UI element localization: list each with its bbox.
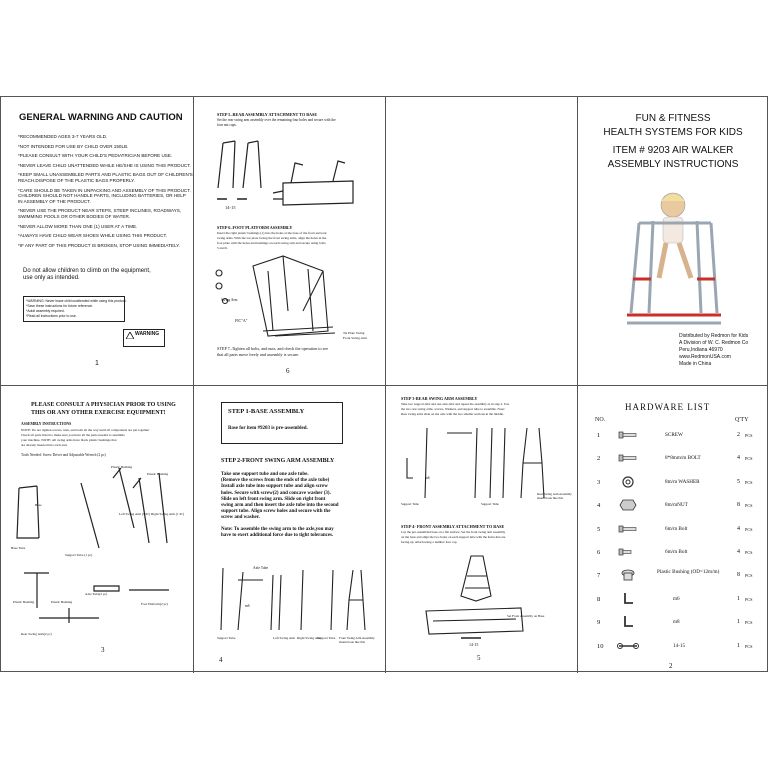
step2-text (221, 472, 339, 539)
note-line-1: Note: To assemble the swing arm to the axle,you may (221, 526, 334, 532)
page-number-2: 2 (669, 662, 673, 670)
warning-list (18, 134, 193, 248)
warning-line: IN ASSEMBLY OF THE PRODUCT. (18, 198, 91, 204)
warning-triangle-icon (126, 332, 134, 339)
hex-key-icon (617, 615, 639, 629)
step2-line-1: Take one support tube and one axle tube. (221, 472, 309, 477)
pcs-unit: PCS (745, 620, 753, 626)
hardware-row (577, 592, 768, 618)
small-warning-1: *WARNING: Never leave child unattended while using this product. (26, 299, 127, 303)
warning-line: *PLEASE CONSULT WITH YOUR CHILD'S PEDIATRICIAN BEFORE USE. (18, 153, 173, 159)
tools-needed: Tools Needed: Screw Driver and Adjustable Wrench (2 pc) (21, 453, 106, 457)
screw-icon (617, 428, 639, 442)
foot-plate-label: Tat Plate Swing (343, 331, 365, 335)
step2-line-6: swing arm and then insert the axle tube into the second (221, 503, 339, 509)
support-tube-label-1: Support Tube (217, 636, 236, 640)
page-5-steps (385, 386, 577, 673)
hardware-name: 8m/m WASHER (665, 478, 700, 485)
step6-text-1: Insert the right plastic bushings (1) into the holes at the base of the front and rear (217, 231, 327, 235)
hardware-name: 6m/m Bolt (665, 549, 688, 555)
step2-line-8: screw and washer. (221, 515, 260, 521)
child-on-air-walker-photo (621, 183, 721, 333)
plastic-bushing-label-2: Plastic Bushing (147, 472, 169, 476)
hardware-no: 2 (597, 455, 601, 463)
rear-swing-arm-label: Rear Swing Arm(2 pc) (21, 632, 52, 636)
step2-line-4: holes. Secure with screw(2) and concave washer (3). (221, 490, 331, 496)
base-note: Base for item #9203 is pre-assembled. (228, 426, 308, 431)
column-no: NO. (595, 417, 606, 423)
pcs-unit: PCS (745, 643, 753, 649)
note-line-2: have to exert additional force due to tight tolerances. (221, 532, 334, 538)
step6-text-3: foot plate with the holes and bushings on each swing arm and secure using bolts (217, 241, 326, 245)
step6-text-4: 5 and 6. (217, 246, 228, 250)
made-in-label: Made in China (679, 361, 712, 367)
page-1-warnings (1, 97, 193, 385)
blank-page (385, 97, 577, 385)
hardware-qty: 1 (737, 595, 740, 602)
rear-assembly-look-label: Rear Swing Arm Assembly should look like this (537, 492, 572, 500)
support-tube-label: Support Tube (1 pc) (65, 553, 93, 557)
hardware-qty: 8 (737, 502, 740, 509)
support-tube-label-2: Support Tube (481, 502, 499, 506)
hardware-row (577, 451, 768, 477)
step2-line-3: Install axle tube into support tube and align screw (221, 484, 328, 490)
step3-line-1: Take two support tube and one axle tube and repeat the assembly as in step 2. Use (401, 402, 510, 406)
hardware-row (577, 475, 768, 501)
pcs-unit: PCS (745, 479, 753, 485)
hardware-no: 4 (597, 502, 601, 510)
assembly-look-label: Front Swing Arm Assembly should look like this (339, 636, 375, 644)
warning-line: CHILDREN SHOULD NOT HANDLE PARTS, INCLUDING BATTERIES, OR HELP (18, 193, 186, 199)
column-qty: Q'TY (735, 417, 749, 423)
front-swing-arm-label: Front Swing Arm (343, 336, 367, 340)
hardware-no: 10 (597, 642, 604, 650)
warning-line: *KEEP SMALL UNASSEMBLED PARTS AND PLASTIC BAGS OUT OF CHILDREN'S (18, 172, 193, 178)
warning-line: *NEVER LEAVE CHILD UNATTENDED WHILE HE/SHE IS USING THIS PRODUCT. (18, 162, 191, 168)
step2-line-2: (Remove the screws from the ends of the axle tube) (221, 478, 330, 484)
climb-warning-1: Do not allow children to climb on the equipment, (23, 268, 151, 274)
small-warning-4: *Read all instructions prior to use. (26, 314, 77, 318)
physician-warning-2: THIS OR ANY OTHER EXERCISE EQUIPMENT! (31, 410, 166, 416)
page-2-hardware-list (577, 386, 768, 673)
warning-title: GENERAL WARNING AND CAUTION (19, 112, 183, 123)
step3-line-2: the two rear swing arms, screws, Washers, and support tube to assemble. Note: (401, 407, 505, 411)
hardware-qty: 4 (737, 455, 740, 462)
step7-text-2: that all parts move freely and assembly is secure. (217, 352, 300, 357)
pcs-unit: PCS (745, 550, 753, 555)
small-warning-box (23, 296, 125, 322)
warning-label: WARNING (135, 331, 160, 337)
m6-label: m6 (245, 604, 250, 608)
hardware-name: m8 (673, 619, 680, 626)
page-6-steps (193, 97, 385, 385)
small-warning-2: *Save these instructions for future reference. (26, 304, 94, 308)
hardware-no: 1 (597, 432, 601, 439)
hardware-name: 8m/mNUT (665, 502, 688, 509)
swing-arm-label: Swing Arm (221, 298, 238, 302)
step4-line-1: Lay the pre-assembled base on a flat surface. Set the front swing arm assembly (401, 530, 506, 534)
m6-label: m6 (425, 476, 430, 480)
warning-line: *ALWAYS HAVE CHILD WEAR SHOES WHILE USING THIS PRODUCT. (18, 233, 168, 239)
cover-title-3: ITEM # 9203 AIR WALKER (612, 145, 734, 156)
instruction-2: Check all parts listed to make sure you have all the parts needed to assemble (21, 433, 125, 437)
step6-text-2: swing arms. With the toe plate facing the front swing arms, align the holes in the (217, 236, 327, 240)
hardware-row (577, 639, 768, 665)
hardware-row (577, 522, 768, 548)
pcs-unit: PCS (745, 526, 753, 532)
warning-label-box (123, 329, 165, 347)
pcs-unit: PCS (745, 503, 753, 509)
instruction-4: are already inserted into each end. (21, 443, 68, 447)
distributor-line-3: Peru,Indiana 46970 (679, 347, 723, 353)
instruction-1: NOTE: Do not tighten screws, nuts, and bolts all the way until all components are put together (21, 428, 150, 432)
page-number-6: 6 (286, 367, 290, 375)
climb-warning-2: use only as intended. (23, 275, 80, 281)
step2-line-7: support tube. Align screw holes and secure with the (221, 509, 331, 515)
foot-platform-illustration (213, 251, 353, 341)
right-swing-arm-label: Right Swing Arm (297, 636, 321, 640)
hardware-name: 14-15 (673, 642, 686, 649)
hardware-no: 8 (597, 595, 601, 603)
distributor-line-2: A Division of W. C. Redmon Co (679, 340, 749, 346)
hardware-no: 7 (597, 572, 601, 580)
left-swing-arm-label: Left Swing Arm (1 Pc) (119, 512, 151, 516)
distributor-line-1: Distributed by Redmon for Kids (679, 333, 749, 339)
hardware-row (577, 545, 768, 571)
page-number-4: 4 (219, 656, 223, 664)
hardware-qty: 2 (737, 432, 740, 438)
support-tube-label-2: Support Tube (317, 636, 336, 640)
small-warning-3: *Adult assembly required. (26, 309, 65, 313)
instruction-3: your machine. NOTE: All swing arms have black plastic bushings that (21, 438, 117, 442)
distributor-website: www.RedmonUSA.com (679, 354, 731, 360)
warning-line: *CARE SHOULD BE TAKEN IN UNPACKING AND ASSEMBLY OF THIS PRODUCT. (18, 187, 191, 193)
right-swing-arm-label: Right Swing Arm (1 Pc) (151, 512, 184, 516)
pcs-unit: PCS (745, 573, 753, 579)
hardware-no: 5 (597, 525, 601, 533)
hardware-name: Plastic Bushing (OD=12m/m) (657, 569, 720, 576)
plastic-bushing-label-1: Plastic Bushing (111, 465, 133, 469)
cover-title-1: FUN & FITNESS (635, 113, 711, 124)
page-4-steps (193, 386, 385, 673)
cover-page (577, 97, 768, 385)
hardware-row (577, 498, 768, 524)
hardware-name: SCREW (665, 432, 683, 438)
cover-title-4: ASSEMBLY INSTRUCTIONS (607, 159, 739, 170)
hardware-list-title: HARDWARE LIST (625, 402, 711, 412)
page-number-3: 3 (101, 646, 105, 654)
physician-warning-1: PLEASE CONSULT A PHYSICIAN PRIOR TO USING (31, 402, 176, 408)
step1-box (221, 402, 343, 444)
step6-title: STEP 6–FOOT PLATFORM ASSEMBLY (217, 225, 293, 230)
plastic-bushing-label-3: Plastic Bushing (13, 600, 35, 604)
step5-text-2: four nut caps. (217, 123, 237, 127)
washer-icon (617, 475, 639, 489)
step1-title: STEP 1-BASE ASSEMBLY (228, 408, 305, 415)
foot-platform-label: Foot Platform(2 pc) (141, 602, 168, 606)
base-label: Base (35, 503, 42, 507)
parts-illustration (9, 458, 184, 638)
step2-title: STEP 2-FRONT SWING ARM ASSEMBLY (221, 458, 335, 464)
step4-line-3: facing up. Attach using a number four cap. (401, 540, 458, 544)
step4-title: STEP 4- FRONT ASSEMBLY ATTACHMENT TO BASE (401, 524, 505, 529)
step5-text-1: Set the rear swing arm assembly over the remaining four holes and secure with the (217, 118, 336, 122)
hardware-name: 6m/m Bolt (665, 525, 688, 532)
figure-label: FIC"A" (235, 318, 248, 323)
hardware-qty: 4 (737, 549, 740, 555)
bolt-icon (617, 451, 639, 465)
bolt-long-icon (617, 522, 639, 536)
assembly-instructions-title: ASSEMBLY INSTRUCTIONS (21, 422, 72, 426)
page-3-parts (1, 386, 193, 673)
warning-line: *NEVER USE THE PRODUCT NEAR STEPS, STEEP INCLINES, ROADWAYS, (18, 208, 182, 214)
base-tube-label: Base Tube (11, 546, 26, 550)
hardware-qty: 5 (737, 478, 740, 485)
hardware-qty: 4 (737, 525, 740, 532)
hardware-row (577, 568, 768, 594)
hardware-no: 6 (597, 549, 601, 556)
pcs-unit: PCS (745, 433, 753, 438)
step3-line-3: Rear swing arms slide on the axle with the two smaller sections in the middle. (401, 412, 504, 416)
hardware-name: m6 (673, 595, 680, 602)
step7-text-1: STEP 7–Tighten all bolts, and nuts, and check the operation to see (217, 346, 328, 351)
step4-line-2: on the base and align the two holes on each support tube with the holes that are (401, 535, 506, 539)
left-swing-arm-label: Left Swing Arm (273, 636, 296, 640)
set-front-assembly-label: Set Front Assembly on Base (507, 614, 545, 618)
warning-line: *NEVER ALLOW MORE THAN ONE (1) USER AT A TIME. (18, 223, 138, 229)
cover-title-2: HEALTH SYSTEMS FOR KIDS (603, 127, 743, 138)
step2-line-5: Slide on left front swing arm. Slide on right front (221, 496, 326, 502)
hardware-no: 3 (597, 478, 601, 486)
wrench-icon (617, 639, 639, 653)
bolt-short-icon (617, 545, 639, 559)
page-number-5: 5 (477, 654, 481, 662)
hardware-name: 8*8mm/m BOLT (665, 455, 701, 462)
hardware-row (577, 615, 768, 641)
step5-title: STEP 5–REAR ASSEMBLY ATTACHMENT TO BASE (217, 112, 318, 117)
warning-line: *IF ANY PART OF THIS PRODUCT IS BROKEN, STOP USING IMMEDIATELY. (18, 242, 180, 248)
warning-line: *RECOMMENDED AGES 3-7 YEARS OLD. (18, 134, 108, 139)
axle-tube-label: Axle Tube (253, 566, 269, 570)
pcs-unit: PCS (745, 456, 753, 462)
tool-label: 14-15 (225, 205, 236, 210)
pcs-unit: PCS (745, 596, 753, 602)
front-attach-illustration (421, 546, 541, 646)
hardware-qty: 8 (737, 572, 740, 579)
nut-icon (617, 498, 639, 512)
hardware-qty: 1 (737, 619, 740, 626)
support-tube-label-1: Support Tube (401, 502, 419, 506)
tool-label: 14-15 (469, 642, 479, 647)
warning-line: REACH.DISPOSE OF THE PLASTIC BAGS PROPERLY. (18, 177, 135, 183)
instruction-sheet (0, 96, 768, 672)
page-number-1: 1 (95, 360, 99, 367)
bushing-icon (617, 568, 639, 582)
warning-line: *NOT INTENDED FOR USE BY CHILD OVER 150LB. (18, 143, 129, 149)
hex-key-icon (617, 592, 639, 606)
hardware-row (577, 428, 768, 454)
axle-tube-label: Axle Tube(2 pc) (85, 592, 108, 596)
plastic-bushing-label-4: Plastic Bushing (51, 600, 73, 604)
warning-line: SWIMMING POOLS OR OTHER BODIES OF WATER. (18, 213, 131, 219)
hardware-qty: 1 (737, 642, 740, 649)
step3-title: STEP 3-REAR SWING ARM ASSEMBLY (401, 396, 478, 401)
hardware-no: 9 (597, 619, 601, 627)
